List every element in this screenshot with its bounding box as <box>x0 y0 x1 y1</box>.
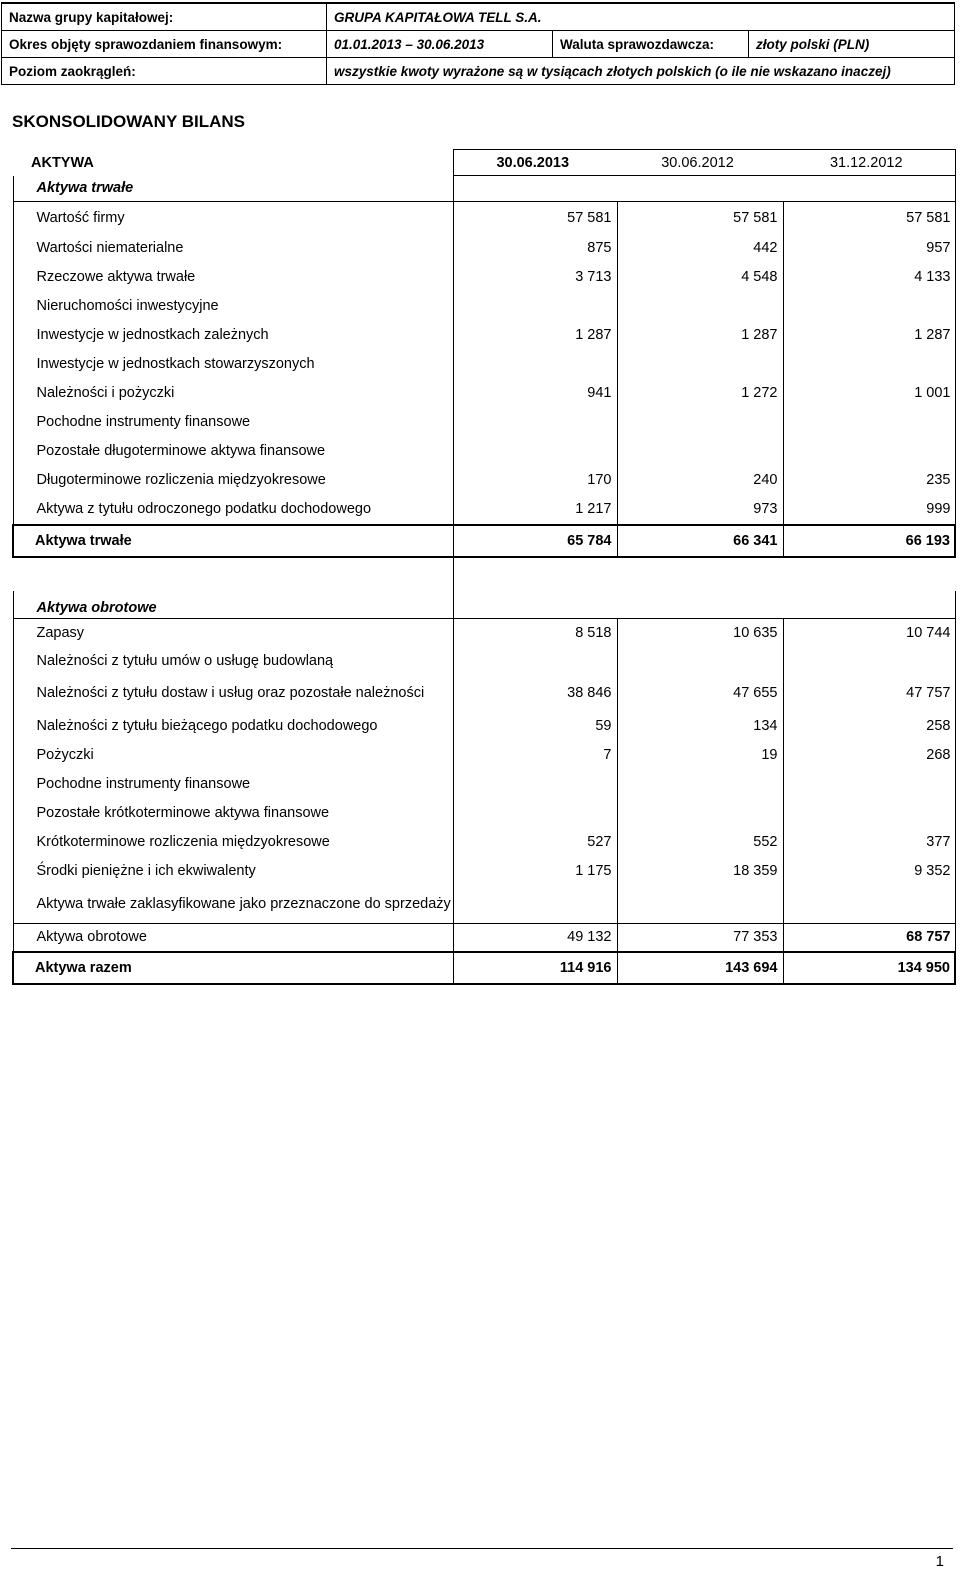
table-row <box>13 292 955 321</box>
row-value: 258 <box>783 712 955 741</box>
row-value: 57 581 <box>617 202 783 234</box>
row-value: 1 217 <box>453 495 617 525</box>
row-label: Wartości niematerialne <box>13 234 453 263</box>
table-row <box>13 466 955 495</box>
row-value: 875 <box>453 234 617 263</box>
row-label: Aktywa razem <box>13 952 453 984</box>
table-row <box>13 202 955 234</box>
row-label: Aktywa obrotowe <box>13 923 453 952</box>
spacer-row <box>13 557 955 591</box>
row-value: 957 <box>783 234 955 263</box>
row-value <box>617 437 783 466</box>
row-label: Pozostałe długoterminowe aktywa finansowe <box>13 437 453 466</box>
row-label: Należności i pożyczki <box>13 379 453 408</box>
table-row <box>13 495 955 525</box>
column-header: 30.06.2013 <box>453 150 617 176</box>
row-value: 143 694 <box>617 952 783 984</box>
table-row <box>13 770 955 799</box>
table-row <box>13 263 955 292</box>
column-header: 30.06.2012 <box>617 150 783 176</box>
row-value <box>783 408 955 437</box>
row-value: 1 287 <box>783 321 955 350</box>
row-label: Inwestycje w jednostkach stowarzyszonych <box>13 350 453 379</box>
report-header <box>1 2 955 85</box>
row-value: 527 <box>453 828 617 857</box>
table-row <box>13 321 955 350</box>
row-value <box>783 770 955 799</box>
row-value <box>617 648 783 675</box>
table-row <box>13 857 955 886</box>
row-value: 7 <box>453 741 617 770</box>
row-label: Aktywa trwałe <box>13 525 453 557</box>
table-row <box>13 741 955 770</box>
row-value <box>453 591 617 619</box>
row-label: Nieruchomości inwestycyjne <box>13 292 453 321</box>
row-value: 1 287 <box>617 321 783 350</box>
row-value <box>617 408 783 437</box>
row-value: 65 784 <box>453 525 617 557</box>
row-label: Inwestycje w jednostkach zależnych <box>13 321 453 350</box>
table-row <box>13 648 955 675</box>
row-value <box>453 886 617 924</box>
row-value: 4 133 <box>783 263 955 292</box>
row-label: Środki pieniężne i ich ekwiwalenty <box>13 857 453 886</box>
row-value: 1 175 <box>453 857 617 886</box>
row-value: 973 <box>617 495 783 525</box>
row-label: Pochodne instrumenty finansowe <box>13 408 453 437</box>
row-label: Pożyczki <box>13 741 453 770</box>
row-value <box>453 770 617 799</box>
row-value: 10 635 <box>617 618 783 648</box>
section-header-current-assets <box>13 591 955 619</box>
spacer <box>617 557 783 591</box>
row-value <box>617 350 783 379</box>
row-value: 114 916 <box>453 952 617 984</box>
spacer <box>783 557 955 591</box>
section-title: Aktywa trwałe <box>13 176 453 202</box>
current-assets-total-row <box>13 923 955 952</box>
row-value: 3 713 <box>453 263 617 292</box>
row-value <box>783 437 955 466</box>
row-value <box>783 886 955 924</box>
spacer <box>453 557 617 591</box>
fixed-assets-total-row <box>13 525 955 557</box>
row-label: Krótkoterminowe rozliczenia międzyokresowe <box>13 828 453 857</box>
row-label: Należności z tytułu dostaw i usług oraz pozostałe należności <box>13 675 453 712</box>
row-value <box>453 648 617 675</box>
row-value: 57 581 <box>783 202 955 234</box>
table-row <box>13 618 955 648</box>
table-row <box>13 799 955 828</box>
row-value: 47 655 <box>617 675 783 712</box>
row-label: Pozostałe krótkoterminowe aktywa finansowe <box>13 799 453 828</box>
row-value: 941 <box>453 379 617 408</box>
row-value <box>783 799 955 828</box>
table-row <box>13 408 955 437</box>
row-value: 1 287 <box>453 321 617 350</box>
row-value <box>617 292 783 321</box>
table-row <box>13 350 955 379</box>
row-value <box>453 292 617 321</box>
row-label: Wartość firmy <box>13 202 453 234</box>
row-value <box>617 799 783 828</box>
footer-divider <box>11 1548 953 1549</box>
spacer <box>13 557 453 591</box>
row-value <box>617 886 783 924</box>
table-header-row <box>13 150 955 176</box>
row-value <box>453 350 617 379</box>
table-row <box>13 675 955 712</box>
assets-heading: AKTYWA <box>31 154 94 171</box>
total-assets-row <box>13 952 955 984</box>
row-label: Zapasy <box>13 618 453 648</box>
section-blank <box>453 176 955 202</box>
row-label: Aktywa trwałe zaklasyfikowane jako przeznaczone do sprzedaży <box>13 886 453 924</box>
row-value: 38 846 <box>453 675 617 712</box>
table-row <box>13 712 955 741</box>
row-value: 49 132 <box>453 923 617 952</box>
row-value: 10 744 <box>783 618 955 648</box>
row-value <box>453 408 617 437</box>
row-value: 134 <box>617 712 783 741</box>
row-value: 66 341 <box>617 525 783 557</box>
row-value: 552 <box>617 828 783 857</box>
row-value: 4 548 <box>617 263 783 292</box>
row-value: 377 <box>783 828 955 857</box>
group-name-label: Nazwa grupy kapitałowej: <box>2 3 327 31</box>
row-value <box>783 350 955 379</box>
row-value: 66 193 <box>783 525 955 557</box>
currency-label: Waluta sprawozdawcza: <box>553 31 749 58</box>
row-value: 134 950 <box>783 952 955 984</box>
row-value <box>617 591 783 619</box>
row-value: 9 352 <box>783 857 955 886</box>
row-value: 1 272 <box>617 379 783 408</box>
row-value: 8 518 <box>453 618 617 648</box>
row-label: Należności z tytułu umów o usługę budowlaną <box>13 648 453 675</box>
row-value: 240 <box>617 466 783 495</box>
table-row <box>13 234 955 263</box>
rounding-value: wszystkie kwoty wyrażone są w tysiącach złotych polskich (o ile nie wskazano inaczej) <box>327 58 955 85</box>
column-header: 31.12.2012 <box>783 150 955 176</box>
row-label: Aktywa z tytułu odroczonego podatku dochodowego <box>13 495 453 525</box>
balance-sheet-table <box>12 149 956 985</box>
row-value <box>453 799 617 828</box>
currency-value: złoty polski (PLN) <box>749 31 955 58</box>
row-value <box>617 770 783 799</box>
row-value: 18 359 <box>617 857 783 886</box>
page-number: 1 <box>935 1553 944 1570</box>
row-value: 235 <box>783 466 955 495</box>
row-label: Pochodne instrumenty finansowe <box>13 770 453 799</box>
row-value: 57 581 <box>453 202 617 234</box>
table-row <box>13 379 955 408</box>
row-value: 68 757 <box>783 923 955 952</box>
row-value: 77 353 <box>617 923 783 952</box>
row-value: 170 <box>453 466 617 495</box>
period-label: Okres objęty sprawozdaniem finansowym: <box>2 31 327 58</box>
row-value: 59 <box>453 712 617 741</box>
row-value: 47 757 <box>783 675 955 712</box>
row-value: 268 <box>783 741 955 770</box>
table-row <box>13 828 955 857</box>
row-value <box>783 292 955 321</box>
period-value: 01.01.2013 – 30.06.2013 <box>327 31 553 58</box>
row-value: 19 <box>617 741 783 770</box>
row-value <box>453 437 617 466</box>
row-label: Długoterminowe rozliczenia międzyokresowe <box>13 466 453 495</box>
rounding-label: Poziom zaokrągleń: <box>2 58 327 85</box>
table-row <box>13 437 955 466</box>
row-value <box>783 648 955 675</box>
group-name-value: GRUPA KAPITAŁOWA TELL S.A. <box>327 3 955 31</box>
row-value: 442 <box>617 234 783 263</box>
row-label: Należności z tytułu bieżącego podatku dochodowego <box>13 712 453 741</box>
row-value <box>783 591 955 619</box>
row-value: 999 <box>783 495 955 525</box>
section-header-fixed-assets <box>13 176 955 202</box>
row-value: 1 001 <box>783 379 955 408</box>
page-title: SKONSOLIDOWANY BILANS <box>12 112 245 131</box>
row-label: Aktywa obrotowe <box>13 591 453 619</box>
table-row <box>13 886 955 924</box>
row-label: Rzeczowe aktywa trwałe <box>13 263 453 292</box>
